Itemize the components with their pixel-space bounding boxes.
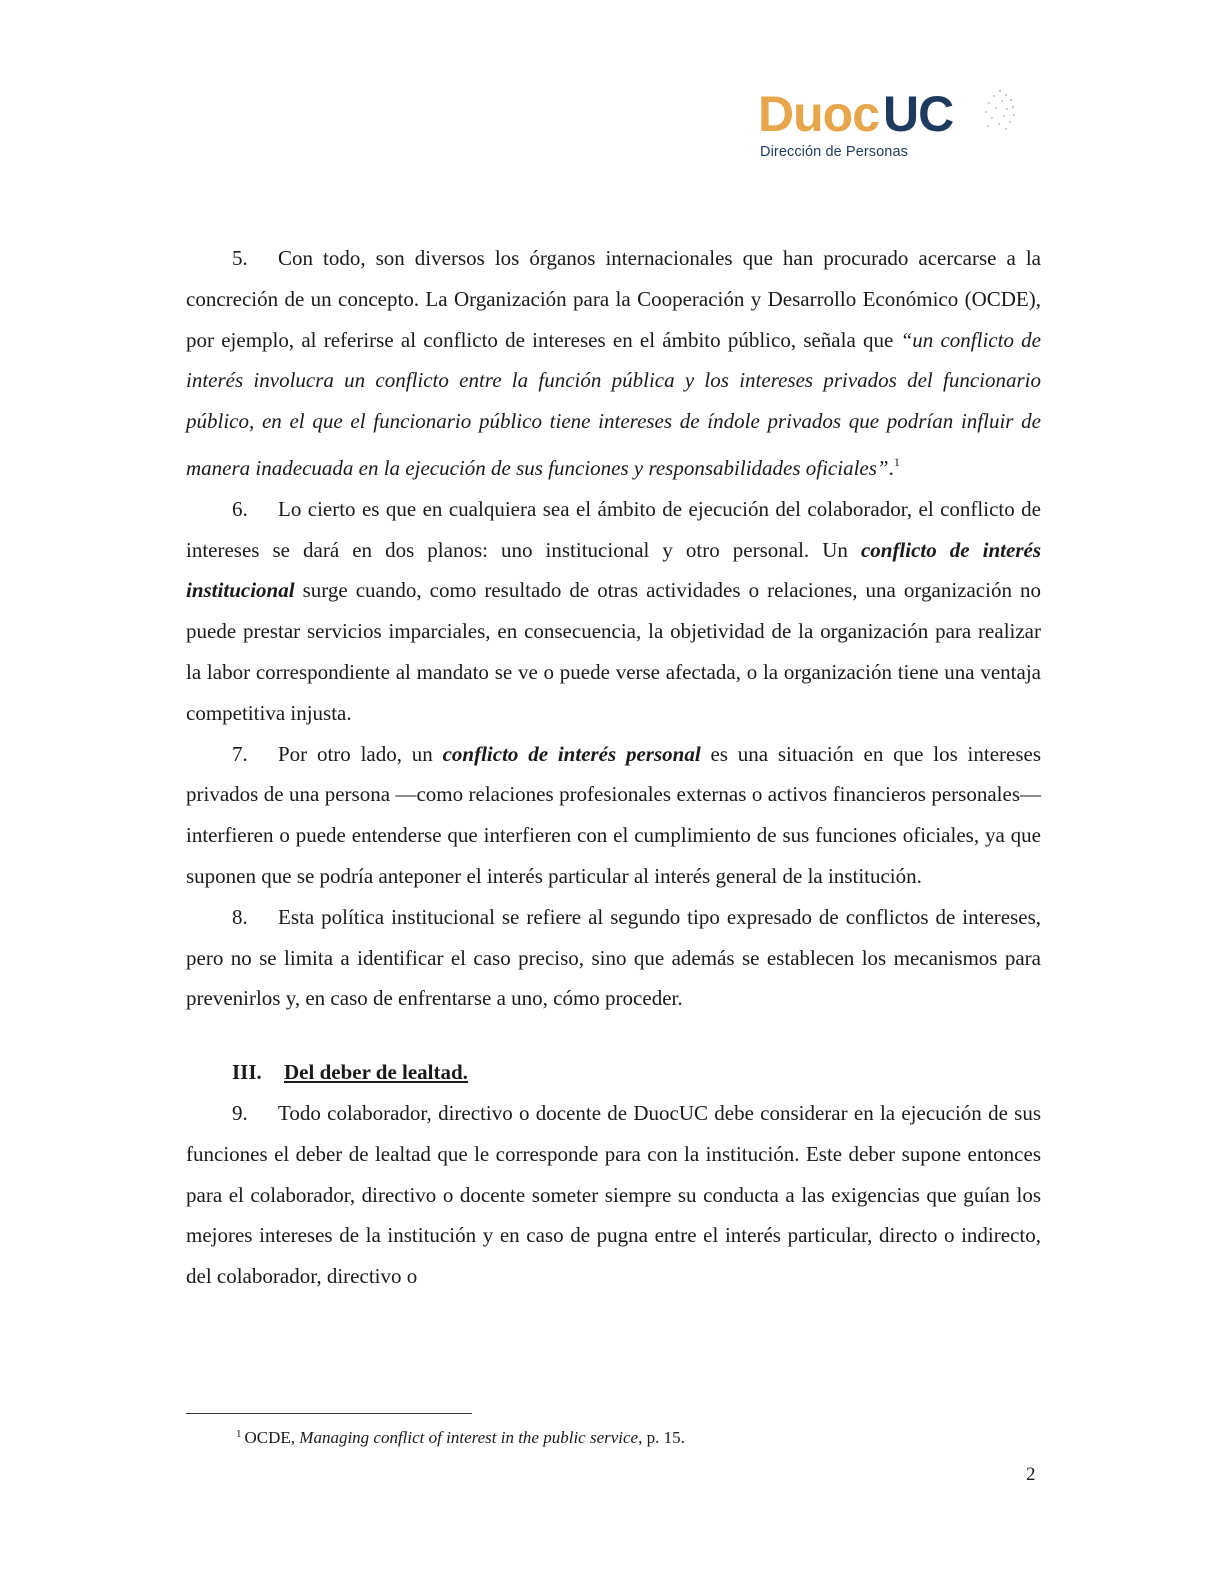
- section-title: Del deber de lealtad.: [284, 1060, 468, 1085]
- paragraph-text: Por otro lado, un: [278, 741, 443, 766]
- footnote-divider: [186, 1413, 472, 1414]
- document-body: [186, 238, 1041, 1297]
- star-dots-icon: [980, 88, 1018, 132]
- paragraph-text-end: es una situación en que los intereses privados de una persona —como relaciones profesionales externas o activos financieros personales— interfieren o puede entenderse que interfieren con el cumplimiento de sus funciones oficiales, ya que suponen que se podría anteponer el interés particular al interés general de la institución.: [186, 741, 1042, 888]
- page-number: 2: [1026, 1464, 1036, 1485]
- paragraph-5: [186, 238, 1041, 489]
- emphasis-institutional: conflicto de interés institucional: [186, 537, 1041, 603]
- footnote-title: Managing conflict of interest in the public service: [299, 1428, 639, 1447]
- footnote-reference[interactable]: 1: [893, 454, 900, 469]
- section-number: III.: [232, 1060, 262, 1085]
- logo-duoc-text: Duoc: [758, 86, 879, 142]
- paragraph-number: 7.: [232, 741, 248, 766]
- footnote-text: OCDE,: [244, 1428, 300, 1447]
- paragraph-9: [186, 1093, 1041, 1297]
- paragraph-number: 5.: [232, 246, 248, 270]
- paragraph-7: [186, 734, 1041, 897]
- duocuc-logo: [758, 86, 1028, 176]
- footnote-number: 1: [236, 1428, 242, 1440]
- paragraph-text: Lo cierto es que en cualquiera sea el ámbito de ejecución del colaborador, el conflicto de intereses se dará en dos planos: uno institucional y otro personal. Un: [186, 496, 1041, 562]
- paragraph-number: 6.: [232, 496, 248, 521]
- logo-uc-text: UC: [883, 86, 954, 142]
- paragraph-text: Todo colaborador, directivo o docente de DuocUC debe considerar en la ejecución de sus funciones el deber de lealtad que le corresponde para con la institución. Este deber supone entonces para el colaborador, directivo o docente someter siempre su conducta a las exigencias que guían los mejores intereses de la institución y en caso de pugna entre el interés particular, directo o indirecto, del colaborador, directivo o: [186, 1100, 1041, 1289]
- emphasis-personal: conflicto de interés personal: [442, 741, 701, 766]
- paragraph-8: [186, 897, 1041, 1019]
- oecd-quote: “un conflicto de interés involucra un conflicto entre la función pública y los intereses privados del funcionario público, en el que el funcionario público tiene intereses de índole privados que podrían influir de manera inadecuada en la ejecución de sus funciones y responsabilidades oficiales”: [186, 327, 1041, 480]
- paragraph-number: 8.: [232, 904, 248, 929]
- footnote: [236, 1423, 685, 1449]
- logo-subtitle: Dirección de Personas: [760, 144, 908, 160]
- section-heading: [232, 1052, 1041, 1093]
- footnote-text-end: , p. 15.: [638, 1428, 685, 1447]
- paragraph-text: Esta política institucional se refiere al segundo tipo expresado de conflictos de intereses, pero no se limita a identificar el caso preciso, sino que además se establecen los mecanismos para prevenirlos y, en caso de enfrentarse a uno, cómo proceder.: [186, 904, 1041, 1011]
- paragraph-text-end: surge cuando, como resultado de otras actividades o relaciones, una organización no puede prestar servicios imparciales, en consecuencia, la objetividad de la organización para realizar la labor correspondiente al mandato se ve o puede verse afectada, o la organización tiene una ventaja competitiva injusta.: [186, 578, 1041, 725]
- paragraph-text-end: .: [888, 455, 894, 480]
- paragraph-text: Con todo, son diversos los órganos internacionales que han procurado acercarse a la concreción de un concepto. La Organización para la Cooperación y Desarrollo Económico (OCDE), por ejemplo, al referirse al conflicto de intereses en el ámbito público, señala que: [186, 246, 1041, 352]
- paragraph-number: 9.: [232, 1100, 248, 1125]
- paragraph-6: [186, 489, 1041, 734]
